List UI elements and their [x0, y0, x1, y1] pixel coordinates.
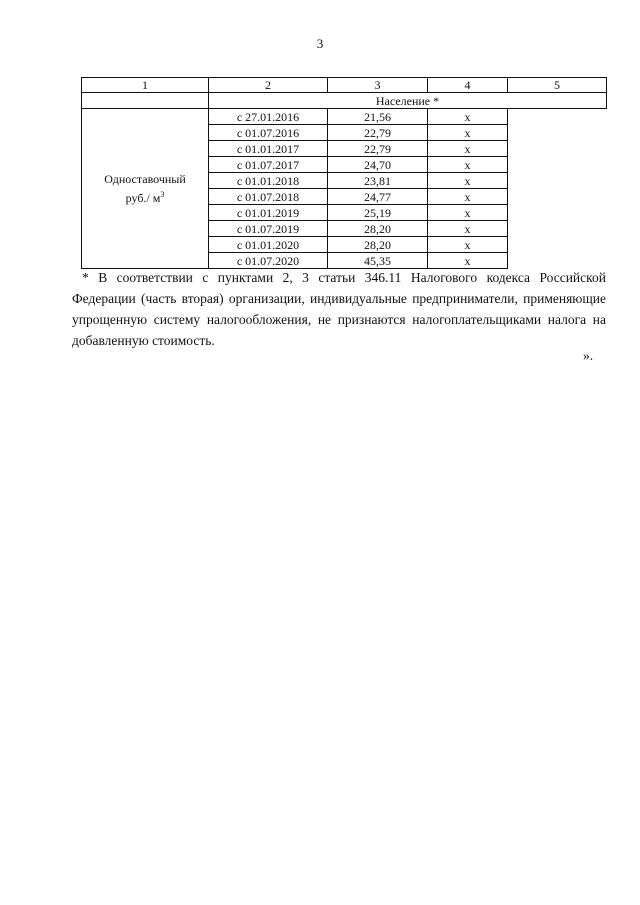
column-header-5: 5 — [508, 78, 607, 93]
tariff-value-cell: 24,77 — [328, 189, 428, 205]
column-header-4: 4 — [428, 78, 508, 93]
tariff-value-cell: 28,20 — [328, 237, 428, 253]
tariff-value-cell: 22,79 — [328, 141, 428, 157]
period-cell: с 01.07.2017 — [209, 157, 328, 173]
section-row — [82, 93, 607, 109]
column5-cell: х — [428, 205, 508, 221]
tariff-table — [81, 77, 607, 269]
table-row — [82, 109, 607, 125]
column5-cell: х — [428, 173, 508, 189]
period-cell: с 01.01.2017 — [209, 141, 328, 157]
column-header-1: 1 — [82, 78, 209, 93]
tariff-type: Одноставочный — [104, 171, 186, 186]
period-cell: с 01.01.2019 — [209, 205, 328, 221]
tariff-type-cell — [82, 109, 209, 269]
column-header-3: 3 — [328, 78, 428, 93]
tariff-value-cell: 45,35 — [328, 253, 428, 269]
column5-cell: х — [428, 253, 508, 269]
section-title: Население * — [209, 93, 607, 109]
tariff-value-cell: 28,20 — [328, 221, 428, 237]
period-cell: с 01.07.2020 — [209, 253, 328, 269]
column5-cell: х — [428, 157, 508, 173]
tariff-value-cell: 23,81 — [328, 173, 428, 189]
column5-cell: х — [428, 109, 508, 125]
column5-cell: х — [428, 141, 508, 157]
period-cell: с 01.07.2016 — [209, 125, 328, 141]
column-header-2: 2 — [209, 78, 328, 93]
unit-superscript: 3 — [160, 189, 165, 199]
period-cell: с 27.01.2016 — [209, 109, 328, 125]
column5-cell: х — [428, 189, 508, 205]
closing-quote: ». — [583, 348, 594, 363]
period-cell: с 01.07.2019 — [209, 221, 328, 237]
period-cell: с 01.01.2018 — [209, 173, 328, 189]
footnote: * В соответствии с пунктами 2, 3 статьи 346.11 Налогового кодекса Российской Федерации (часть вторая) организации, индивидуальные предприниматели, применяющие упрощенную систему налогообложения, не признаются налогоплательщиками налога на добавленную стоимость. — [72, 270, 606, 348]
column5-cell: х — [428, 125, 508, 141]
column5-cell: х — [428, 221, 508, 237]
tariff-value-cell: 24,70 — [328, 157, 428, 173]
period-cell: с 01.07.2018 — [209, 189, 328, 205]
tariff-value-cell: 21,56 — [328, 109, 428, 125]
tariff-value-cell: 25,19 — [328, 205, 428, 221]
unit-label — [126, 191, 165, 205]
column5-cell: х — [428, 237, 508, 253]
table-header-row — [82, 78, 607, 93]
page-number: 3 — [316, 36, 324, 51]
tariff-value-cell: 22,79 — [328, 125, 428, 141]
period-cell: с 01.01.2020 — [209, 237, 328, 253]
empty-column-cell — [82, 93, 209, 109]
unit-prefix: руб./ м — [125, 190, 161, 205]
